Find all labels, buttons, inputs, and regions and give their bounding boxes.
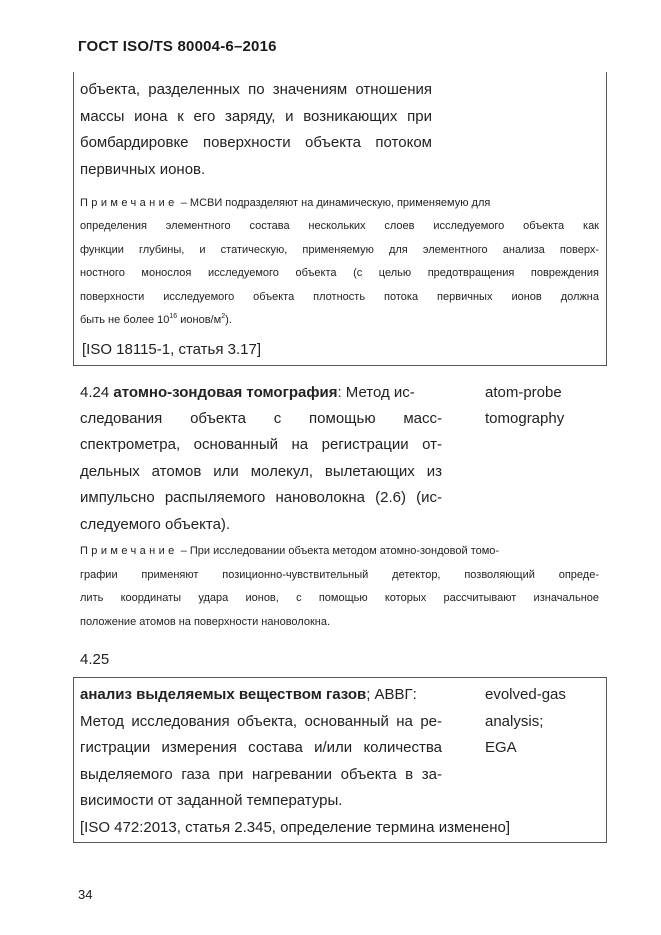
english-term: tomography [485, 410, 565, 427]
definition-line: первичных ионов. [80, 161, 206, 178]
superscript: 2 [221, 313, 226, 320]
definition-line: объекта, разделенных по значениям отношения [80, 81, 432, 98]
page-number: 34 [78, 887, 93, 902]
definition-line: бомбардировке поверхности объекта потоком [80, 134, 432, 151]
definition-line: следования объекта с помощью масс- [80, 410, 442, 427]
definition-line: висимости от заданной температуры. [80, 792, 343, 809]
note-text: ионов/м [177, 314, 222, 326]
definition-line: следуемого объекта). [80, 516, 231, 533]
note-text: ). [225, 314, 232, 326]
definition-line: Метод исследования объекта, основанный на ре- [80, 713, 442, 730]
superscript: 16 [169, 313, 178, 320]
note-line: графии применяют позиционно-чувствительный детектор, позволяющий опреде- [80, 569, 599, 581]
note-text: – При исследовании объекта методом атомно-зондовой томо- [177, 545, 500, 557]
definition-line: спектрометра, основанный на регистрации от- [80, 436, 442, 453]
english-term: analysis; [485, 713, 544, 730]
note-line [80, 309, 232, 333]
definition-line: выделяемого газа при нагревании объекта в за- [80, 766, 442, 783]
note-line: ностного монослоя исследуемого объекта (с целью предотвращения повреждения [80, 267, 599, 279]
source-reference: [ISO 18115-1, статья 3.17] [82, 341, 261, 358]
term-line [80, 380, 415, 406]
term-title: атомно-зондовая томография [113, 384, 338, 401]
definition-line: массы иона к его заряду, и возникающих при [80, 108, 432, 125]
english-term: atom-probe [485, 384, 562, 401]
note-line: функции глубины, и статическую, применяемую для элементного анализа поверх- [80, 244, 599, 256]
definition-line: импульсно распыляемого нановолокна (2.6) (ис- [80, 489, 442, 506]
note-label: Примечание [80, 197, 178, 209]
note-line [80, 192, 490, 216]
note-text: – МСВИ подразделяют на динамическую, применяемую для [177, 197, 491, 209]
note-line: определения элементного состава нескольких слоев исследуемого объекта как [80, 220, 599, 232]
note-line [80, 540, 499, 564]
term-number: 4.25 [80, 651, 110, 668]
term-number: 4.24 [80, 384, 110, 401]
note-line: положение атомов на поверхности нановолокна. [80, 616, 331, 628]
english-term: evolved-gas [485, 686, 566, 703]
source-reference: [ISO 472:2013, статья 2.345, определение термина изменено] [80, 819, 511, 836]
term-line [80, 682, 417, 708]
definition-line: гистрации измерения состава и/или количества [80, 739, 442, 756]
note-line: лить координаты удара ионов, с помощью которых рассчитывают изначальное [80, 592, 599, 604]
document-header: ГОСТ ISO/TS 80004-6–2016 [78, 38, 277, 55]
definition-text: ; АВВГ: [366, 686, 417, 703]
term-title: анализ выделяемых веществом газов [80, 686, 367, 703]
english-term: EGA [485, 739, 517, 756]
note-line: поверхности исследуемого объекта плотность потока первичных ионов должна [80, 291, 599, 303]
note-label: Примечание [80, 545, 178, 557]
definition-line: дельных атомов или молекул, вылетающих из [80, 463, 442, 480]
definition-text: : Метод ис- [337, 384, 415, 401]
note-text: быть не более 10 [80, 314, 170, 326]
